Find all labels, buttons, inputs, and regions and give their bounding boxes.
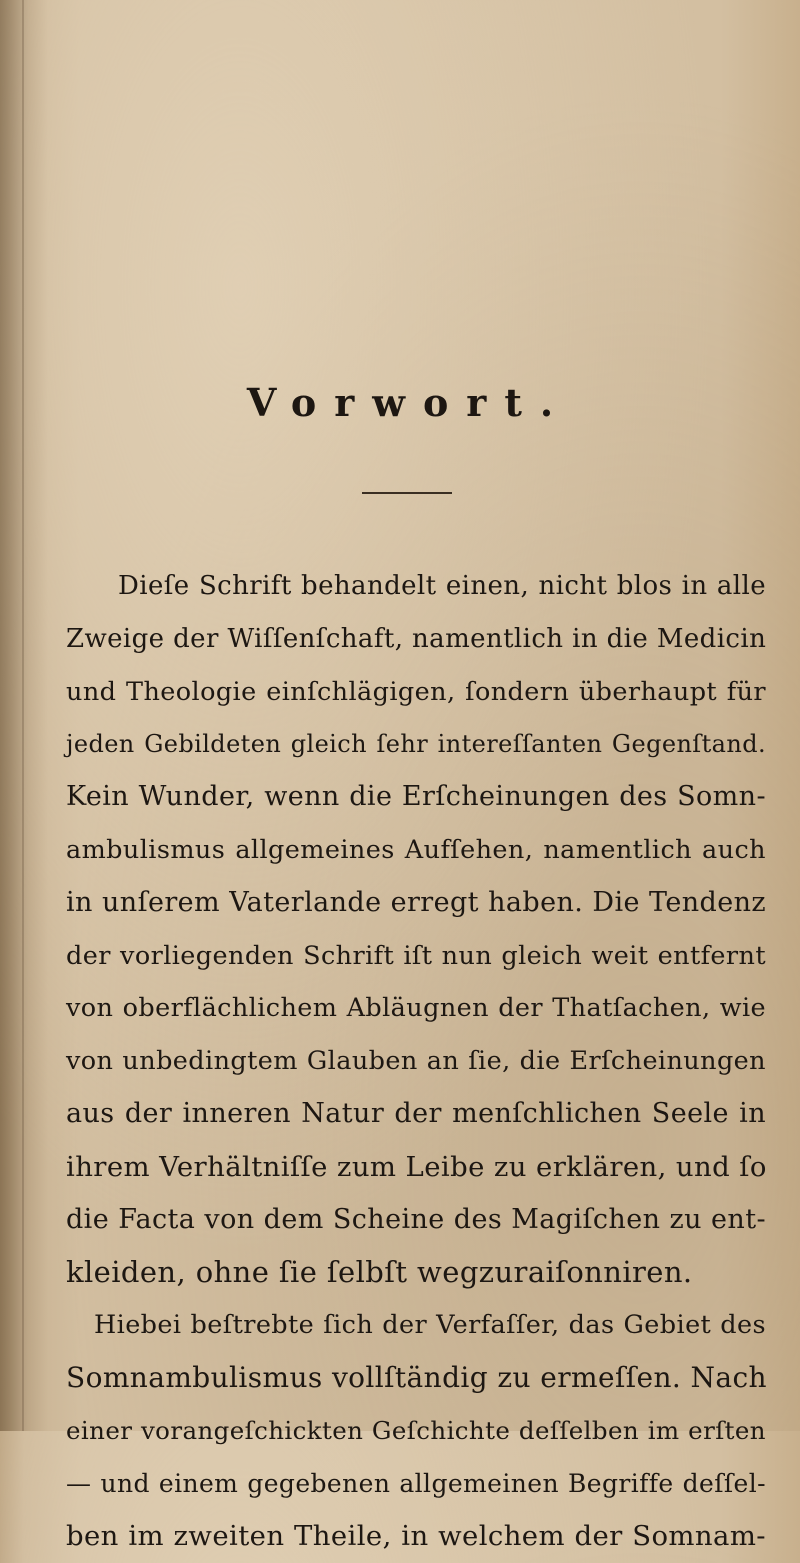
text-line: ihrem Verhältniſſe zum Leibe zu erklären, und ſo xyxy=(66,1150,767,1183)
text-line: Hiebei beſtrebte ſich der Verfaſſer, das Gebiet des xyxy=(94,1310,766,1341)
text-line: Kein Wunder, wenn die Erſcheinungen des Somn- xyxy=(66,781,766,813)
text-line: einer vorangeſchickten Geſchichte deſſelben im erſten xyxy=(66,1415,766,1445)
text-line: der vorliegenden Schrift iſt nun gleich weit entfernt xyxy=(66,940,766,971)
title-divider xyxy=(362,492,452,494)
page-title: Vorwort. xyxy=(246,380,572,425)
text-line: jeden Gebildeten gleich ſehr intereſſanten Gegenſtand. xyxy=(66,730,766,759)
page-binding-shadow xyxy=(0,0,48,1431)
text-line: die Facta von dem Scheine des Magiſchen zu ent- xyxy=(66,1203,766,1235)
text-line: — und einem gegebenen allgemeinen Begriffe deſſel- xyxy=(66,1468,766,1498)
text-line: Somnambulismus vollſtändig zu ermeſſen. Nach xyxy=(66,1360,767,1394)
text-line: Zweige der Wiſſenſchaft, namentlich in die Medicin xyxy=(66,623,767,654)
text-line: von oberflächlichem Abläugnen der Thatſachen, wie xyxy=(66,993,766,1024)
page-fold-line xyxy=(22,0,24,1431)
text-line: von unbedingtem Glauben an ſie, die Erſcheinungen xyxy=(66,1046,766,1077)
text-line: ben im zweiten Theile, in welchem der Somnam- xyxy=(66,1520,766,1553)
text-line: aus der inneren Natur der menſchlichen Seele in xyxy=(66,1097,766,1129)
text-line: in unſerem Vaterlande erregt haben. Die Tendenz xyxy=(66,886,766,918)
body-text xyxy=(66,560,766,1563)
text-line: Dieſe Schrift behandelt einen, nicht blos in alle xyxy=(118,571,766,601)
text-line: ambulismus allgemeines Aufſehen, namentlich auch xyxy=(66,834,766,865)
text-line: kleiden, ohne ſie ſelbſt wegzuraiſonniren. xyxy=(66,1255,693,1290)
text-line: und Theologie einſchlägigen, ſondern überhaupt für xyxy=(66,676,766,707)
